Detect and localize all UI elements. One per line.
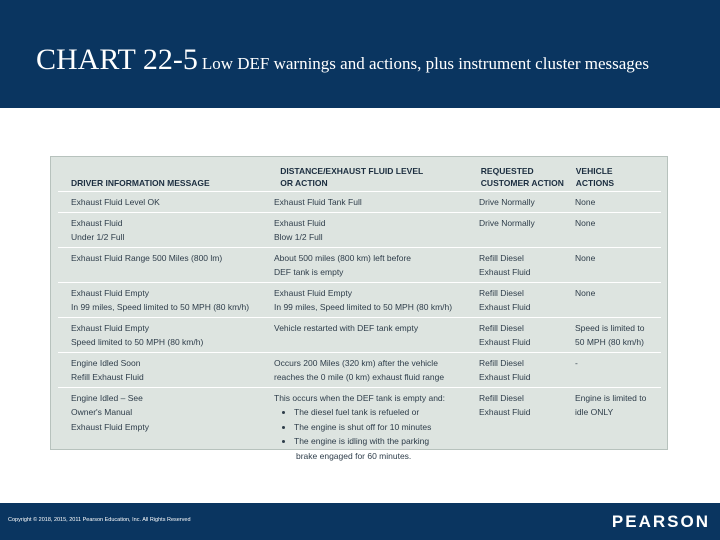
cell-line: Refill Diesel (479, 322, 524, 333)
cell-line: Owner's Manual (71, 407, 133, 417)
cell-line: Exhaust Fluid (479, 302, 531, 312)
cell-level (272, 356, 477, 385)
pearson-logo: PEARSON (611, 512, 710, 531)
cell-vehicle (573, 321, 661, 350)
cell-requested (477, 286, 573, 315)
cell-message (58, 321, 272, 350)
cell-line: Exhaust Fluid Level OK (71, 197, 160, 207)
cell-requested (477, 216, 573, 245)
cell-line: Blow 1/2 Full (274, 232, 323, 242)
table-row (58, 212, 661, 247)
cell-line: None (575, 252, 596, 263)
slide-header (0, 0, 720, 108)
cell-line: Exhaust Fluid (479, 372, 531, 382)
header-requested: REQUESTED CUSTOMER ACTION (480, 166, 564, 188)
cell-line: Speed is limited to (575, 322, 645, 333)
cell-line: Exhaust Fluid Empty (71, 421, 149, 432)
cell-line: Exhaust Fluid Tank Full (274, 197, 362, 207)
cell-line: - (575, 357, 578, 368)
cell-line: About 500 miles (800 km) left before (274, 252, 412, 263)
cell-requested (477, 195, 573, 210)
cell-level (272, 251, 477, 280)
cell-message (58, 216, 272, 245)
table-row (58, 387, 661, 466)
table-row (58, 317, 661, 352)
cell-vehicle (573, 251, 661, 280)
cell-vehicle (573, 195, 661, 210)
table-body (58, 161, 661, 465)
bullet-item: • The engine is idling with the parking (294, 434, 477, 449)
cell-line: In 99 miles, Speed limited to 50 MPH (80 km/h) (274, 302, 453, 312)
cell-line: DEF tank is empty (274, 267, 344, 277)
cell-line: Exhaust Fluid Empty (71, 287, 149, 298)
def-warnings-table (50, 156, 668, 461)
cell-line: 50 MPH (80 km/h) (575, 337, 644, 347)
cell-line: Drive Normally (479, 217, 535, 228)
cell-line: Exhaust Fluid Empty (71, 322, 149, 333)
table-header-row (58, 161, 661, 191)
cell-level (272, 321, 477, 350)
copyright-text: Copyright © 2018, 2015, 2011 Pearson Education, Inc. All Rights Reserved (8, 517, 191, 523)
bullet-item: • The engine is shut off for 10 minutes (294, 420, 477, 435)
cell-line: This occurs when the DEF tank is empty and: (274, 392, 446, 403)
cell-line: Exhaust Fluid (479, 267, 531, 277)
cell-vehicle (573, 216, 661, 245)
table-row (58, 282, 661, 317)
cell-line: Refill Diesel (479, 392, 524, 403)
cell-line: Refill Diesel (479, 252, 524, 263)
cell-level (272, 286, 477, 315)
cell-line: Exhaust Fluid Empty (274, 287, 352, 298)
cell-line: Refill Exhaust Fluid (71, 372, 144, 382)
cell-line: Exhaust Fluid (71, 217, 123, 228)
chart-title-text: Low DEF warnings and actions, plus instrument cluster messages (201, 54, 649, 73)
table-row (58, 191, 661, 212)
cell-line: Engine Idled – See (71, 392, 143, 403)
cell-line: Refill Diesel (479, 287, 524, 298)
bullet-list (274, 405, 477, 449)
cell-level (272, 216, 477, 245)
cell-message (58, 356, 272, 385)
cell-line: Exhaust Fluid (479, 337, 531, 347)
cell-line: None (575, 217, 596, 228)
cell-line: brake engaged for 60 minutes. (296, 450, 412, 461)
header-message: DRIVER INFORMATION MESSAGE (71, 178, 210, 188)
table-row (58, 352, 661, 387)
cell-requested (477, 251, 573, 280)
cell-line: Refill Diesel (479, 357, 524, 368)
cell-requested (477, 356, 573, 385)
cell-line: Engine is limited to (575, 392, 647, 403)
cell-vehicle (573, 391, 661, 464)
header-level: DISTANCE/EXHAUST FLUID LEVEL OR ACTION (280, 166, 424, 188)
cell-level (272, 391, 477, 464)
cell-line: Engine Idled Soon (71, 357, 141, 368)
cell-line: Vehicle restarted with DEF tank empty (274, 322, 419, 333)
table-row (58, 247, 661, 282)
cell-vehicle (573, 286, 661, 315)
slide-title (36, 40, 696, 79)
cell-line: In 99 miles, Speed limited to 50 MPH (80 km/h) (71, 302, 250, 312)
cell-line: reaches the 0 mile (0 km) exhaust fluid range (274, 372, 445, 382)
cell-line: None (575, 287, 596, 298)
cell-requested (477, 321, 573, 350)
cell-level (272, 195, 477, 210)
cell-line: Speed limited to 50 MPH (80 km/h) (71, 337, 204, 347)
cell-message (58, 286, 272, 315)
cell-line: Exhaust Fluid (479, 407, 531, 417)
cell-line: Exhaust Fluid (274, 217, 326, 228)
cell-vehicle (573, 356, 661, 385)
cell-line: Drive Normally (479, 197, 535, 207)
cell-message (58, 391, 272, 464)
cell-message (58, 195, 272, 210)
cell-line: None (575, 197, 596, 207)
cell-line: Under 1/2 Full (71, 232, 125, 242)
cell-requested (477, 391, 573, 464)
header-vehicle: VEHICLE ACTIONS (575, 166, 615, 188)
slide-footer (0, 503, 720, 540)
chart-number: CHART 22-5 (36, 43, 198, 76)
cell-line: Occurs 200 Miles (320 km) after the vehicle (274, 357, 438, 368)
cell-line: Exhaust Fluid Range 500 Miles (800 lm) (71, 252, 223, 263)
cell-line: idle ONLY (575, 407, 614, 417)
cell-message (58, 251, 272, 280)
bullet-item: • The diesel fuel tank is refueled or (294, 405, 477, 420)
